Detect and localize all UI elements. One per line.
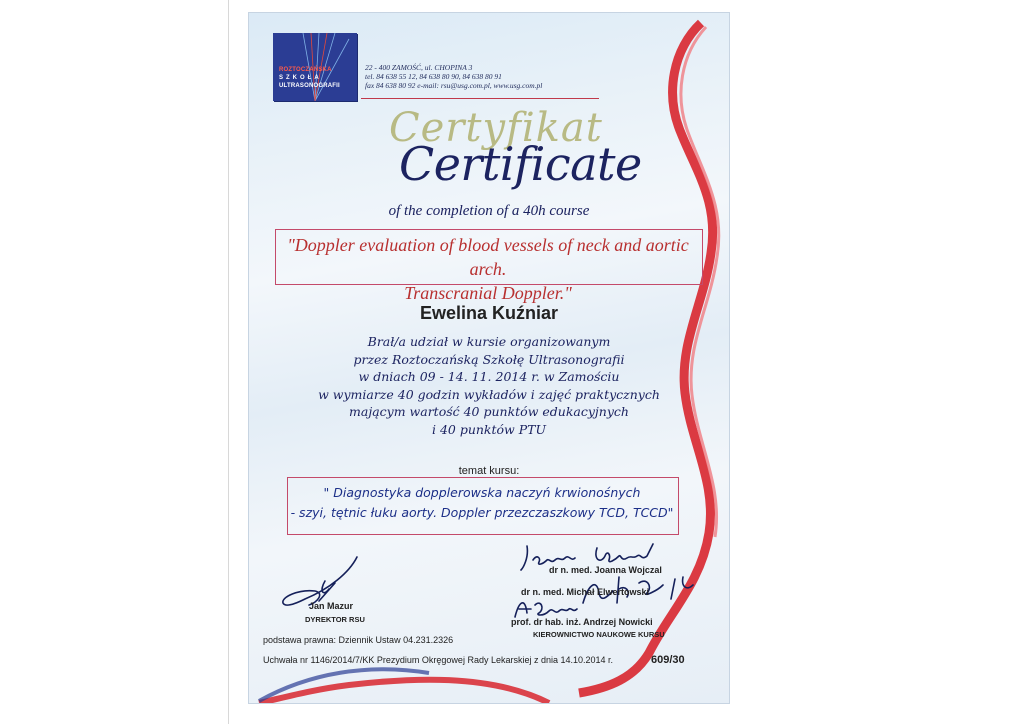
body-line: i 40 punktów PTU bbox=[431, 421, 547, 437]
certificate-title: Certificate bbox=[399, 137, 642, 191]
body-line: przez Roztoczańską Szkołę Ultrasonografii bbox=[353, 351, 625, 367]
scientific-board-label: KIEROWNICTWO NAUKOWE KURSU bbox=[533, 630, 665, 639]
director-name: Jan Mazur bbox=[309, 601, 354, 611]
course-title bbox=[275, 233, 701, 305]
director-role: DYREKTOR RSU bbox=[305, 615, 365, 624]
logo-line-1: ROZTOCZAŃSKA bbox=[279, 67, 332, 73]
address-fax: fax 84 638 80 92 e-mail: rsu@usg.com.pl, www.usg.com.pl bbox=[365, 81, 543, 90]
address-block bbox=[365, 63, 542, 90]
topic-line-1: " Diagnostyka dopplerowska naczyń krwionośnych bbox=[323, 485, 641, 500]
address-divider bbox=[361, 98, 599, 99]
body-line: Brał/a udział w kursie organizowanym bbox=[367, 334, 611, 349]
logo-line-2: SZKOŁA bbox=[279, 75, 322, 81]
course-topic bbox=[287, 483, 677, 523]
topic-label: temat kursu: bbox=[458, 465, 520, 477]
signatory-elwertowski: dr n. med. Michał Elwertowski bbox=[521, 587, 650, 597]
recipient-name: Ewelina Kuźniar bbox=[419, 303, 559, 323]
signatory-wojczal: dr n. med. Joanna Wojczal bbox=[549, 565, 662, 575]
school-logo bbox=[273, 33, 357, 101]
certificate-document bbox=[248, 12, 730, 704]
body-line: w dniach 09 - 14. 11. 2014 r. w Zamościu bbox=[358, 369, 620, 384]
course-title-line-2: Transcranial Doppler." bbox=[404, 283, 572, 303]
certificate-body bbox=[279, 333, 699, 438]
certificate-number: 609/30 bbox=[651, 654, 685, 666]
address-tel: tel. 84 638 55 12, 84 638 80 90, 84 638 80 91 bbox=[365, 72, 502, 81]
ghost-title: Certyfikat bbox=[389, 105, 603, 151]
address-street: 22 - 400 ZAMOŚĆ, ul. CHOPINA 3 bbox=[365, 63, 473, 72]
completion-line: of the completion of a 40h course bbox=[388, 203, 590, 219]
resolution-text: Uchwała nr 1146/2014/7/KK Prezydium Okręgowej Rady Lekarskiej z dnia 14.10.2014 r. bbox=[263, 655, 614, 665]
body-line: w wymiarze 40 godzin wykładów i zajęć praktycznych bbox=[318, 386, 660, 402]
legal-basis: podstawa prawna: Dziennik Ustaw 04.231.2326 bbox=[263, 635, 454, 645]
body-line: mającym wartość 40 punktów edukacyjnych bbox=[349, 404, 629, 419]
logo-line-3: ULTRASONOGRAFII bbox=[279, 83, 340, 89]
topic-line-2: - szyi, tętnic łuku aorty. Doppler przezczaszkowy TCD, TCCD" bbox=[290, 505, 674, 520]
scan-page-edge bbox=[228, 0, 229, 724]
course-title-line-1: "Doppler evaluation of blood vessels of neck and aortic arch. bbox=[287, 235, 689, 279]
signatory-nowicki: prof. dr hab. inż. Andrzej Nowicki bbox=[511, 617, 653, 627]
